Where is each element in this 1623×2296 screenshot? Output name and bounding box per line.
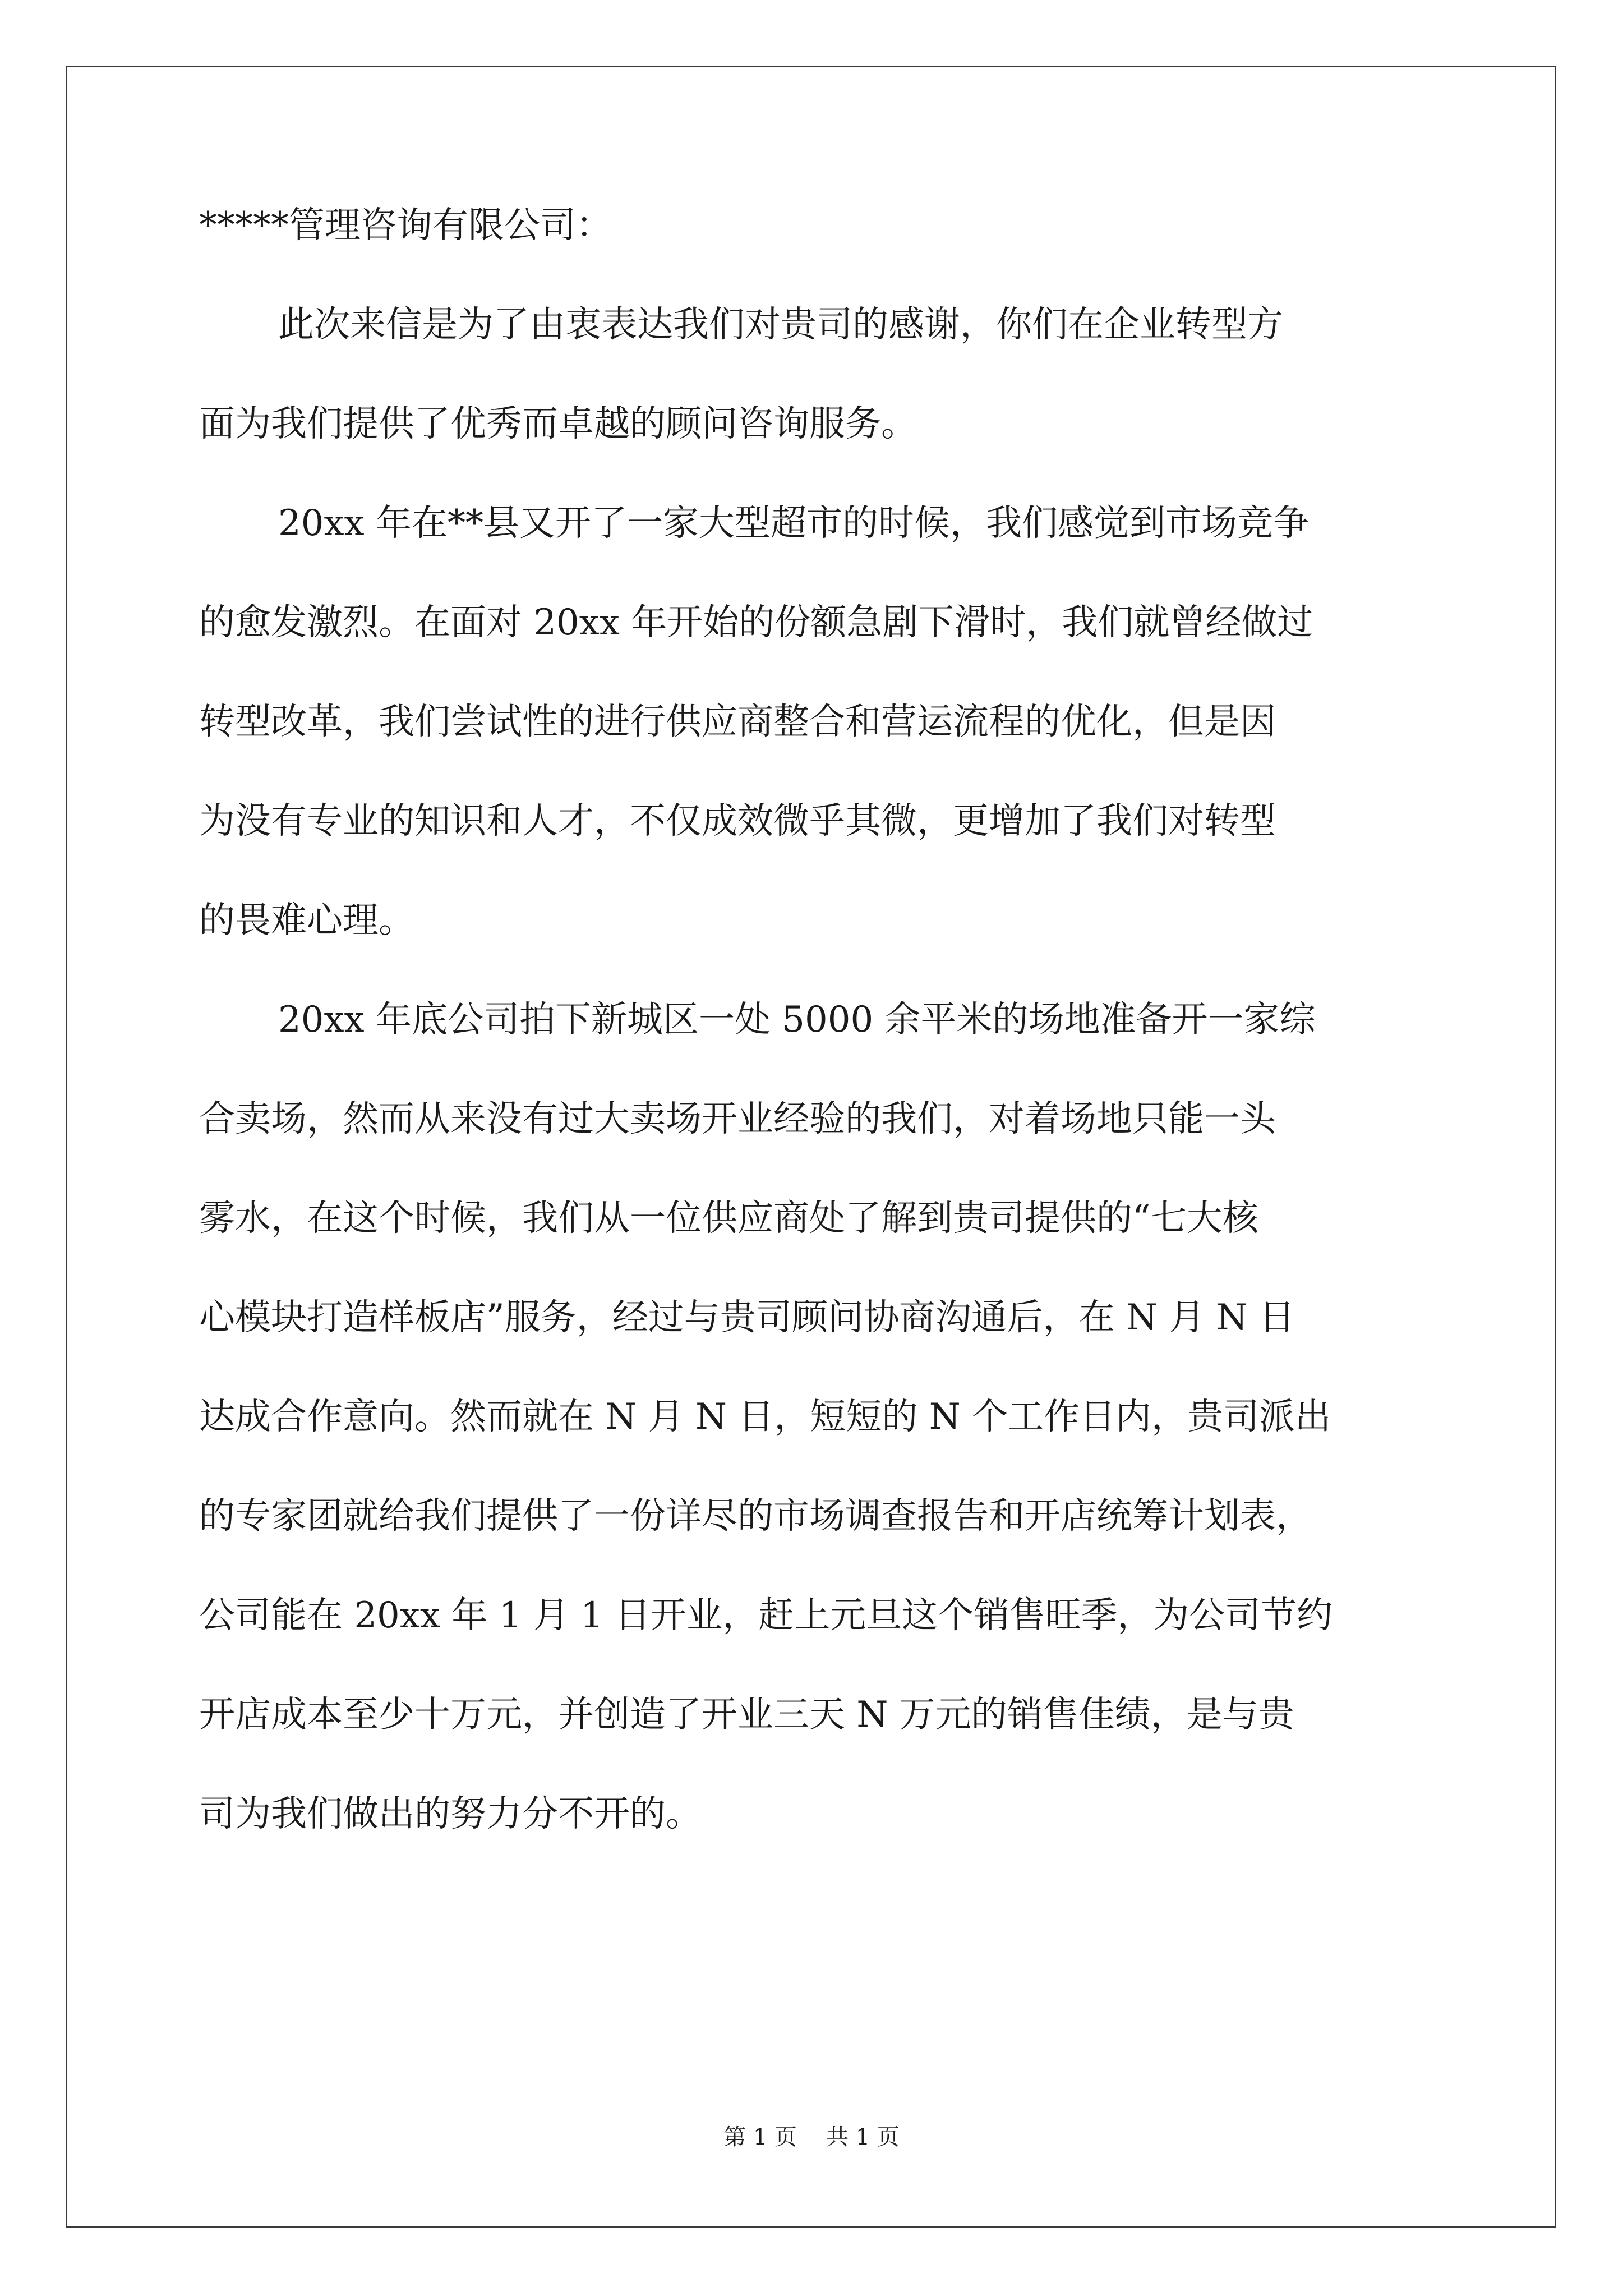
- salutation: *****管理咨询有限公司：: [199, 205, 612, 246]
- paragraph-line: 的愈发激烈。在面对 20xx 年开始的份额急剧下滑时，我们就曾经做过: [199, 602, 1313, 643]
- paragraph-line: 达成合作意向。然而就在 N 月 N 日，短短的 N 个工作日内，贵司派出: [199, 1396, 1331, 1438]
- paragraph-line: 20xx 年底公司拍下新城区一处 5000 余平米的场地准备开一家综: [278, 999, 1316, 1041]
- paragraph-1: [199, 304, 1427, 445]
- paragraph-line: 公司能在 20xx 年 1 月 1 日开业，赶上元旦这个销售旺季，为公司节约: [199, 1595, 1333, 1636]
- page-number: 第 1 页: [723, 2124, 797, 2150]
- paragraph-line: 司为我们做出的努力分不开的。: [199, 1793, 702, 1835]
- paragraph-3: [199, 999, 1427, 1835]
- paragraph-line: 此次来信是为了由衷表达我们对贵司的感谢，你们在企业转型方: [278, 304, 1283, 346]
- paragraph-line: 的畏难心理。: [199, 900, 414, 941]
- paragraph-line: 开店成本至少十万元，并创造了开业三天 N 万元的销售佳绩，是与贵: [199, 1694, 1294, 1736]
- paragraph-line: 心模块打造样板店”服务，经过与贵司顾问协商沟通后，在 N 月 N 日: [199, 1297, 1295, 1338]
- letter-body: [199, 205, 1427, 1895]
- paragraph-line: 20xx 年在**县又开了一家大型超市的时候，我们感觉到市场竞争: [278, 503, 1309, 544]
- page-total: 共 1 页: [826, 2124, 900, 2150]
- paragraph-line: 面为我们提供了优秀而卓越的顾问咨询服务。: [199, 403, 917, 445]
- paragraph-line: 雾水，在这个时候，我们从一位供应商处了解到贵司提供的“七大核: [199, 1198, 1258, 1239]
- paragraph-line: 的专家团就给我们提供了一份详尽的市场调查报告和开店统筹计划表，: [199, 1496, 1312, 1537]
- paragraph-2: [199, 503, 1427, 941]
- page-footer: [0, 2126, 1623, 2148]
- paragraph-line: 转型改革，我们尝试性的进行供应商整合和营运流程的优化，但是因: [199, 701, 1276, 743]
- paragraph-line: 合卖场，然而从来没有过大卖场开业经验的我们，对着场地只能一头: [199, 1098, 1276, 1140]
- paragraph-line: 为没有专业的知识和人才，不仅成效微乎其微，更增加了我们对转型: [199, 800, 1276, 842]
